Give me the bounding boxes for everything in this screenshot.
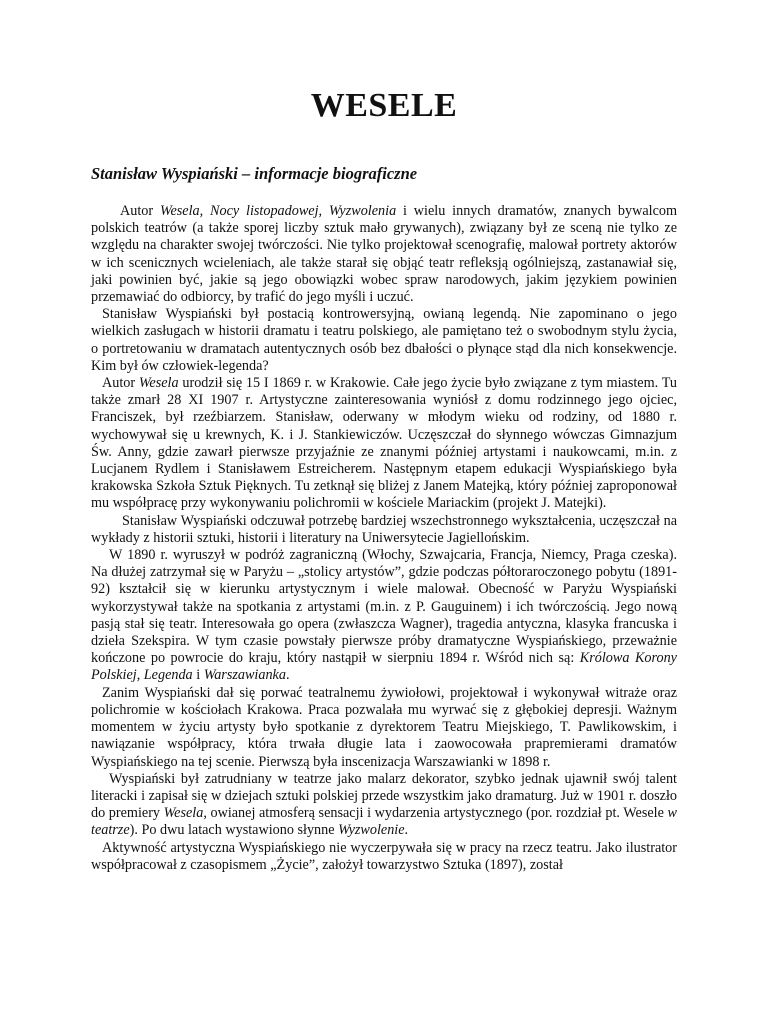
paragraph [91, 840, 677, 874]
document-body [91, 203, 677, 874]
text-run: . [404, 822, 409, 839]
text-run: i [192, 667, 204, 684]
text-run: Zanim Wyspiański dał się porwać teatralnemu żywiołowi, projektował i wykonywał witraże oraz polichromie w kościołach Krakowa. Praca pozwalała mu wyrwać się z głębokiej depresji. Ważnym momentem w życiu artysty było spotkanie z dyrektorem Teatru Miejskiego, T. Pawlikowskim, i nawiązanie współpracy, która trwała długie lata i zaowocowała prapremierami dramatów Wyspiańskiego na tej scenie. Pierwszą była inscenizacja Warszawianki w 1898 r. [91, 684, 677, 770]
paragraph [91, 771, 677, 840]
text-run: Autor [102, 375, 139, 392]
document-title: WESELE [310, 87, 458, 124]
paragraph [91, 547, 677, 685]
paragraph [91, 685, 677, 771]
text-run: , owianej atmosferą sensacji i wydarzenia artystycznego (por. rozdział pt. Wesele [203, 805, 668, 822]
italic-text: Warszawianka [203, 667, 286, 684]
italic-text: Wesela [163, 805, 204, 822]
text-run: Wyspiański był zatrudniany w teatrze jako malarz dekorator, szybko jednak ujawnił swój talent literacki i zapisał się w dziejach sztuki polskiej przede wszystkim jako dramaturg. Już w 1901 r. doszło do premiery [91, 770, 677, 822]
italic-text: Wesela, Nocy listopadowej, Wyzwolenia [159, 203, 397, 219]
text-run: W 1890 r. wyruszył w podróż zagraniczną (Włochy, Szwajcaria, Francja, Niemcy, Praga czeska). Na dłużej zatrzymał się w Paryżu – „stolicy artystów”, gdzie podczas półtoraroczonego pobytu (1891-92) kształcił się w kierunku artystycznym i wiele malował. Obecność w Paryżu Wyspiański wykorzystywał także na spotkania z artystami (m.in. z P. Gauguinem) i ich twórczością. Jego nową pasją stał się teatr. Interesowała go opera (zwłaszcza Wagner), tragedia antyczna, klasyka francuska i dzieła Szekspira. W tym czasie powstały pierwsze próby dramatyczne Wyspiańskiego, przeważnie kończone po powrocie do kraju, który nastąpił w sierpniu 1894 r. Wśród nich są: [91, 547, 677, 667]
text-run: urodził się 15 I 1869 r. w Krakowie. Całe jego życie było związane z tym miastem. Tu także zmarł 28 XI 1907 r. Artystyczne zainteresowania wyniósł z domu rodzinnego jego ojciec, Franciszek, był rzeźbiarzem. Stanisław, oderwany w młodym wieku od rodziny, od 1880 r. wychowywał się u krewnych, K. i J. Stankiewiczów. Uczęszczał do słynnego wówczas Gimnazjum Św. Anny, gdzie zawarł pierwsze przyjaźnie ze znanymi później artystami i naukowcami, m.in. z Lucjanem Rydlem i Stanisławem Estreicherem. Następnym etapem edukacji Wyspiańskiego była krakowska Szkoła Sztuk Pięknych. Tu zetknął się bliżej z Janem Matejką, który później zaproponował mu współpracę przy wykonywaniu polichromii w kościele Mariackim (projekt J. Matejki). [91, 375, 677, 512]
text-run: i wielu innych dramatów, znanych bywalcom polskich teatrów (a także sporej liczby sztuk mało grywanych), związany był ze sceną nie tylko ze względu na charakter swojej twórczości. Nie tylko projektował scenografię, malował portrety aktorów w ich scenicznych wcieleniach, ale także starał się objąć teatr refleksją ogólniejszą, zastanawiał się, jaki powinien być, jakie są jego obowiązki wobec spraw narodowych, jakim językiem powinien przemawiać do odbiorcy, by trafić do jego myśli i uczuć. [91, 203, 678, 306]
text-run: Autor [120, 203, 160, 219]
document-subtitle: Stanisław Wyspiański – informacje biograficzne [91, 164, 418, 183]
paragraph [91, 203, 677, 306]
text-run: ). Po dwu latach wystawiono słynne [129, 822, 339, 839]
text-run: Aktywność artystyczna Wyspiańskiego nie wyczerpywała się w pracy na rzecz teatru. Jako ilustrator współpracował z czasopismem „Życie”, założył towarzystwo Sztuka (1897), został [91, 839, 677, 873]
paragraph [91, 513, 677, 547]
paragraph [91, 375, 677, 513]
italic-text: w teatrze [91, 805, 677, 839]
paragraph [91, 306, 677, 375]
italic-text: Wesela [138, 375, 179, 392]
text-run: Stanisław Wyspiański był postacią kontrowersyjną, owianą legendą. Nie zapominano o jego wielkich zasługach w historii dramatu i teatru polskiego, ale pamiętano też o swobodnym stylu życia, o portretowaniu w dramatach autentycznych osób bez dbałości o płynące stąd dla nich konsekwencje. Kim był ów człowiek-legenda? [91, 306, 677, 374]
italic-text: Królowa Korony Polskiej, Legenda [91, 650, 677, 684]
text-run: Stanisław Wyspiański odczuwał potrzebę bardziej wszechstronnego wykształcenia, uczęszczał na wykłady z historii sztuki, historii i literatury na Uniwersytecie Jagiellońskim. [91, 512, 677, 546]
text-run: . [285, 667, 290, 684]
italic-text: Wyzwolenie [338, 822, 405, 839]
